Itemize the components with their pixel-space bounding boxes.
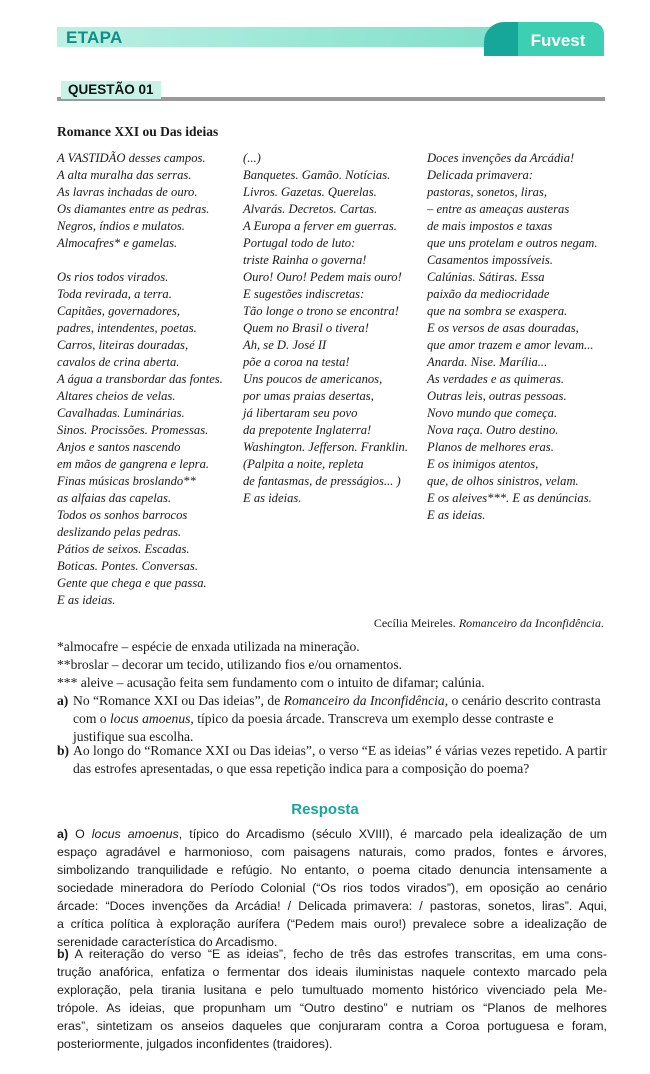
poem-line: Nova raça. Outro destino. [427, 423, 559, 437]
attribution-author: Cecília Meireles. [373, 616, 456, 630]
poem-line: As verdades e as quimeras. [427, 372, 564, 386]
text-run: O [68, 827, 92, 841]
poem-line: de mais impostos e taxas [427, 219, 553, 233]
poem-line: Gente que chega e que passa. [57, 576, 207, 590]
poem-line: Pátios de seixos. Escadas. [57, 542, 190, 556]
answer-line [57, 945, 607, 963]
poem-line: Almocafres* e gamelas. [57, 236, 178, 250]
poem-line: E as ideias. [57, 593, 116, 607]
answer-line: exploração, pela tirania lusitana e pelo tumultuado momento histórico vivenciado pela Me- [57, 983, 607, 997]
poem-line: Anarda. Nise. Marília... [427, 355, 548, 369]
poem-line: cavalos de crina aberta. [57, 355, 180, 369]
poem-line: E os versos de asas douradas, [427, 321, 579, 335]
poem-line: E os inimigos atentos, [427, 457, 539, 471]
poem-line: que na sombra se exaspera. [427, 304, 568, 318]
poem-line: Quem no Brasil o tivera! [243, 321, 369, 335]
poem-line: Capitães, governadores, [57, 304, 181, 318]
text-run: , típico do Arcadismo (século XVIII), é marcado pela idealização de um [178, 827, 608, 841]
poem-line: Portugal todo de luto: [243, 236, 356, 250]
poem-line: Finas músicas broslando** [57, 474, 196, 488]
poem-line: Uns poucos de americanos, [243, 372, 383, 386]
poem-line: triste Rainha o governa! [243, 253, 367, 267]
poem-line: Planos de melhores eras. [427, 440, 554, 454]
footnote: **broslar – decorar um tecido, utilizando fios e/ou ornamentos. [57, 657, 403, 672]
answer-line: trópole. As ideias, que propunham um “Outro destino” e nutriam os “Planos de melhores [57, 1001, 607, 1015]
poem-line: Toda revirada, a terra. [57, 287, 172, 301]
poem-line: Washington. Jefferson. Franklin. [243, 440, 408, 454]
poem-line: as alfaias das capelas. [57, 491, 172, 505]
poem-line: Carros, liteiras douradas, [57, 338, 189, 352]
poem-line: Doces invenções da Arcádia! [427, 151, 575, 165]
poem-line: A VASTIDÃO desses campos. [57, 151, 206, 165]
answer-b [57, 945, 607, 1053]
poem-line: que amor trazem e amor levam... [427, 338, 594, 352]
poem-line: Outras leis, outras pessoas. [427, 389, 567, 403]
answer-line: simbolizando tranquilidade e refúgio. No entanto, o poema citado denuncia intensamente a [57, 863, 607, 877]
poem-line: Boticas. Pontes. Conversas. [57, 559, 198, 573]
poem-line: Calúnias. Sátiras. Essa [427, 270, 545, 284]
question-text [57, 692, 607, 746]
poem-column-1 [57, 150, 223, 609]
poem-line: Ah, se D. José II [243, 338, 327, 352]
poem-line: Cavalhadas. Luminárias. [57, 406, 185, 420]
poem-line: Alvarás. Decretos. Cartas. [243, 202, 378, 216]
poem-line: da prepotente Inglaterra! [243, 423, 372, 437]
poem-column-3 [427, 150, 597, 524]
header-band [57, 27, 510, 47]
poem-line: A Europa a ferver em guerras. [243, 219, 397, 233]
answer-line: árcade: “Doces invenções da Arcádia! / Delicada primavera: / pastoras, sonetos, liras”. Aqui, [57, 899, 607, 913]
footnotes [57, 638, 607, 692]
poem-line: Ouro! Ouro! Pedem mais ouro! [243, 270, 402, 284]
poem-line: Todos os sonhos barrocos [57, 508, 188, 522]
footnote: *** aleive – acusação feita sem fundamento com o intuito de difamar; calúnia. [57, 675, 485, 690]
text-run: , o cenário descrito contrasta com o [73, 693, 601, 726]
exam-label: Fuvest [530, 31, 586, 50]
text-run: , típico da poesia árcade. Transcreva um exemplo desse contraste e justifique sua escolha. [73, 711, 554, 744]
poem-line: E os aleives***. E as denúncias. [427, 491, 592, 505]
page-header [0, 0, 650, 66]
answer-line [57, 825, 607, 843]
poem-line: Delicada primavera: [427, 168, 533, 182]
text-run: A reiteração do verso “E as ideias”, fecho de três das estrofes transcritas, em uma cons- [68, 947, 607, 961]
poem-line: A alta muralha das serras. [57, 168, 192, 182]
poem-attribution [374, 616, 604, 631]
poem-column-2 [243, 150, 408, 507]
poem-title: Romance XXI ou Das ideias [57, 124, 219, 139]
answer-line: a crítica política à exploração aurífera (“Pedem mais ouro!) prevalece sobre a idealização de [57, 917, 607, 931]
poem-line: paixão da mediocridade [427, 287, 550, 301]
poem-line: por umas praias desertas, [243, 389, 374, 403]
question-label: QUESTÃO 01 [61, 81, 161, 99]
poem-line: Tão longe o trono se encontra! [243, 304, 399, 318]
poem-line: E as ideias. [427, 508, 486, 522]
text-run: No “Romance XXI ou Das ideias”, de [73, 693, 284, 708]
italic-run: Romanceiro da Inconfidência [283, 693, 445, 708]
poem-line: Novo mundo que começa. [427, 406, 558, 420]
answer-line: espaço agradável e harmonioso, com paisagens naturais, como prados, fontes e árvores, [57, 845, 607, 859]
poem-line: que uns protelam e outros negam. [427, 236, 598, 250]
answer-line: serenidade característica do Arcadismo. [57, 935, 278, 949]
poem-line: Os rios todos virados. [57, 270, 169, 284]
poem-line: Negros, índios e mulatos. [57, 219, 185, 233]
poem-line: Anjos e santos nascendo [57, 440, 181, 454]
answer-line: trução anafórica, enfatiza o fermentar dos ideais iluministas naquele contexto marcado pela [57, 965, 607, 979]
question-item-a [57, 692, 607, 746]
poem-line: deslizando pelas pedras. [57, 525, 182, 539]
footnote: *almocafre – espécie de enxada utilizada na mineração. [57, 639, 360, 654]
poem-line: pastoras, sonetos, liras, [427, 185, 548, 199]
poem-line: já libertaram seu povo [243, 406, 358, 420]
answer-line: sociedade mineradora do Período Colonial (“Os rios todos virados”), em oposição ao cenário [57, 881, 607, 895]
poem-line: (...) [243, 151, 261, 165]
poem-line: Os diamantes entre as pedras. [57, 202, 210, 216]
italic-run: locus amoenus [110, 711, 191, 726]
attribution-work: Romanceiro da Inconfidência. [458, 616, 604, 630]
poem-line: Livros. Gazetas. Querelas. [243, 185, 377, 199]
poem-line: E sugestões indiscretas: [243, 287, 365, 301]
poem-line: Casamentos impossíveis. [427, 253, 553, 267]
poem-line: Altares cheios de velas. [57, 389, 176, 403]
item-marker: b) [57, 947, 69, 961]
poem-line: de fantasmas, de presságios... ) [243, 474, 401, 488]
poem-line: – entre as ameaças austeras [427, 202, 570, 216]
poem-line: em mãos de gangrena e lepra. [57, 457, 210, 471]
poem-line: padres, intendentes, poetas. [57, 321, 197, 335]
question-text: Ao longo do “Romance XXI ou Das ideias”, o verso “E as ideias” é várias vezes repetido. A partir das estrofes apresentadas, o que essa repetição indica para a composição do poema? [73, 743, 607, 776]
item-marker: a) [57, 827, 69, 841]
poem-line: Banquetes. Gamão. Notícias. [243, 168, 391, 182]
answer-line: posteriormente, julgados inconfidentes (traidores). [57, 1037, 333, 1051]
poem-line: que, de olhos sinistros, velam. [427, 474, 579, 488]
item-marker: a) [57, 693, 69, 708]
answer-a [57, 825, 607, 951]
poem-line: Sinos. Procissões. Promessas. [57, 423, 209, 437]
question-item-b [57, 742, 607, 778]
poem-line: põe a coroa na testa! [243, 355, 350, 369]
italic-run: locus amoenus [91, 827, 179, 841]
brand-logo: ETAPA [66, 28, 123, 47]
poem-line: A água a transbordar das fontes. [57, 372, 223, 386]
answer-line: eras”, sintetizam os anseios daqueles que conjuraram contra a Coroa portuguesa e foram, [57, 1019, 607, 1033]
answer-title: Resposta [291, 801, 359, 818]
poem-line: As lavras inchadas de ouro. [57, 185, 198, 199]
poem-line: E as ideias. [243, 491, 302, 505]
poem-line: (Palpita a noite, repleta [243, 457, 364, 471]
item-marker: b) [57, 743, 70, 758]
stanza-break [57, 252, 223, 269]
